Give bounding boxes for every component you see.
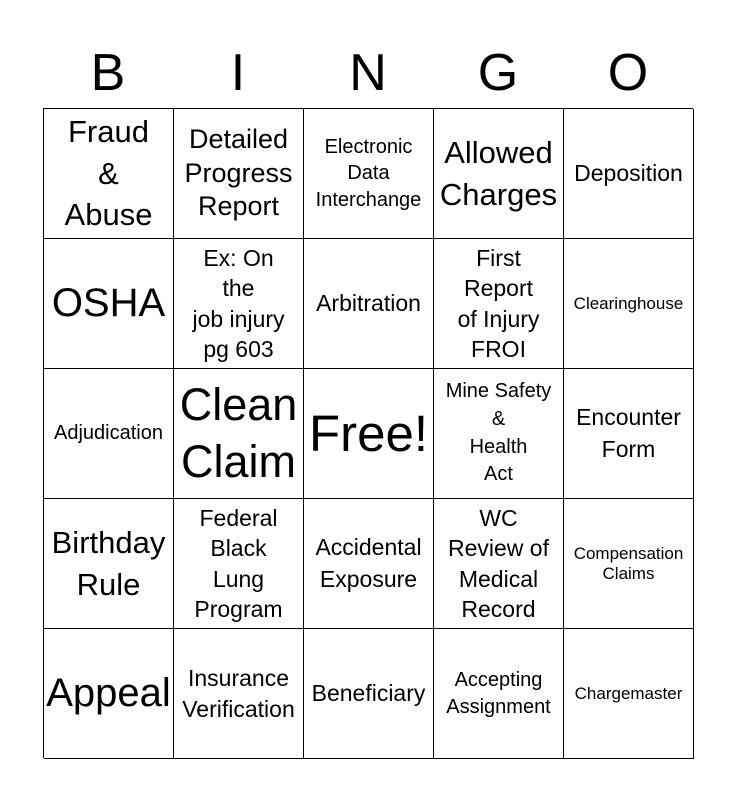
bingo-cell[interactable]: Chargemaster xyxy=(564,629,694,759)
header-letter-o: O xyxy=(607,44,649,102)
header-letter-i: I xyxy=(230,44,246,102)
bingo-cell[interactable]: Appeal xyxy=(44,629,174,759)
bingo-cell[interactable]: Encounter Form xyxy=(564,369,694,499)
bingo-cell[interactable]: OSHA xyxy=(44,239,174,369)
bingo-grid xyxy=(43,108,693,758)
bingo-cell[interactable]: First Report of Injury FROI xyxy=(434,239,564,369)
bingo-cell[interactable]: Accepting Assignment xyxy=(434,629,564,759)
header-letter-n: N xyxy=(349,44,387,102)
bingo-cell[interactable]: Detailed Progress Report xyxy=(174,109,304,239)
bingo-header xyxy=(43,38,693,108)
bingo-cell[interactable]: Accidental Exposure xyxy=(304,499,434,629)
bingo-cell[interactable]: Arbitration xyxy=(304,239,434,369)
bingo-cell[interactable]: WC Review of Medical Record xyxy=(434,499,564,629)
bingo-cell[interactable]: Clean Claim xyxy=(174,369,304,499)
header-letter-g: G xyxy=(477,44,519,102)
bingo-cell[interactable]: Birthday Rule xyxy=(44,499,174,629)
bingo-cell[interactable]: Clearinghouse xyxy=(564,239,694,369)
header-letter-b: B xyxy=(90,44,126,102)
bingo-cell[interactable]: Fraud & Abuse xyxy=(44,109,174,239)
bingo-cell[interactable]: Ex: On the job injury pg 603 xyxy=(174,239,304,369)
bingo-cell[interactable]: Federal Black Lung Program xyxy=(174,499,304,629)
bingo-cell[interactable]: Mine Safety & Health Act xyxy=(434,369,564,499)
bingo-cell[interactable]: Compensation Claims xyxy=(564,499,694,629)
bingo-cell[interactable]: Insurance Verification xyxy=(174,629,304,759)
bingo-cell[interactable]: Electronic Data Interchange xyxy=(304,109,434,239)
bingo-cell[interactable]: Adjudication xyxy=(44,369,174,499)
free-space[interactable]: Free! xyxy=(304,369,434,499)
bingo-cell[interactable]: Deposition xyxy=(564,109,694,239)
bingo-cell[interactable]: Beneficiary xyxy=(304,629,434,759)
bingo-cell[interactable]: Allowed Charges xyxy=(434,109,564,239)
